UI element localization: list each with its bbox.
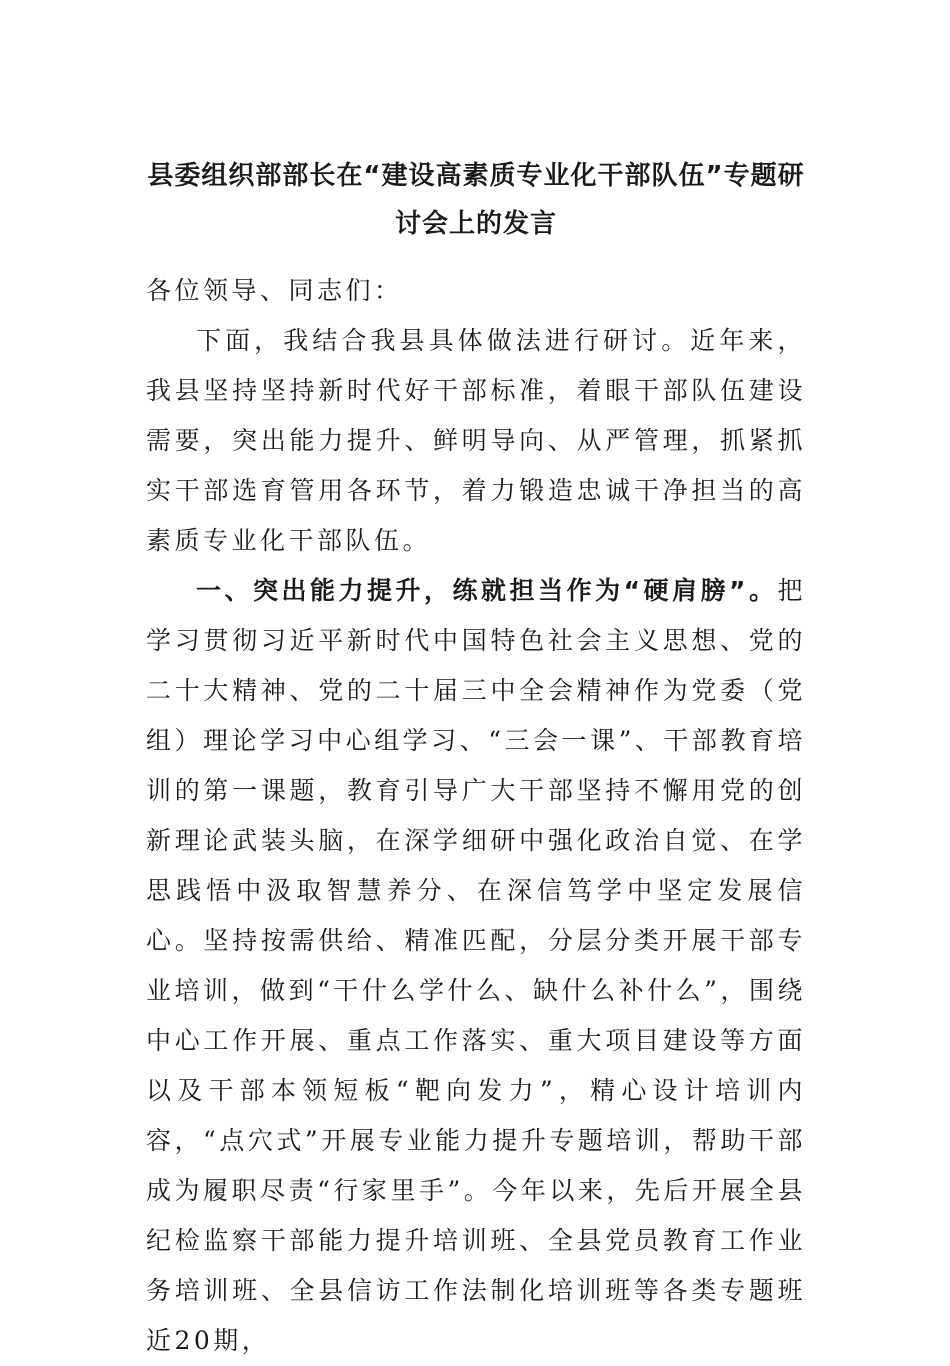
salutation: 各位领导、同志们： — [146, 276, 403, 305]
intro-paragraph: 下面，我结合我县具体做法进行研讨。近年来，我县坚持坚持新时代好干部标准，着眼干部队伍建设需要，突出能力提升、鲜明导向、从严管理，抓紧抓实干部选育管用各环节，着力锻造忠诚干净担当的高素质专业化干部队伍。 — [146, 326, 806, 555]
section-1-paragraph — [146, 566, 806, 1366]
document-body — [146, 266, 806, 1366]
section-1-heading: 一、突出能力提升，练就担当作为“硬肩膀”。 — [196, 576, 778, 605]
section-1-body: 把学习贯彻习近平新时代中国特色社会主义思想、党的二十大精神、党的二十届三中全会精神作为党委（党组）理论学习中心组学习、“三会一课”、干部教育培训的第一课题，教育引导广大干部坚持不懈用党的创新理论武装头脑，在深学细研中强化政治自觉、在学思践悟中汲取智慧养分、在深信笃学中坚定发展信心。坚持按需供给、精准匹配，分层分类开展干部专业培训，做到“干什么学什么、缺什么补什么”，围绕中心工作开展、重点工作落实、重大项目建设等方面以及干部本领短板“靶向发力”，精心设计培训内容，“点穴式”开展专业能力提升专题培训，帮助干部成为履职尽责“行家里手”。今年以来，先后开展全县纪检监察干部能力提升培训班、全县党员教育工作业务培训班、全县信访工作法制化培训班等各类专题班近20期， — [146, 576, 806, 1355]
document-title: 县委组织部部长在“建设高素质专业化干部队伍”专题研讨会上的发言 — [147, 161, 805, 239]
